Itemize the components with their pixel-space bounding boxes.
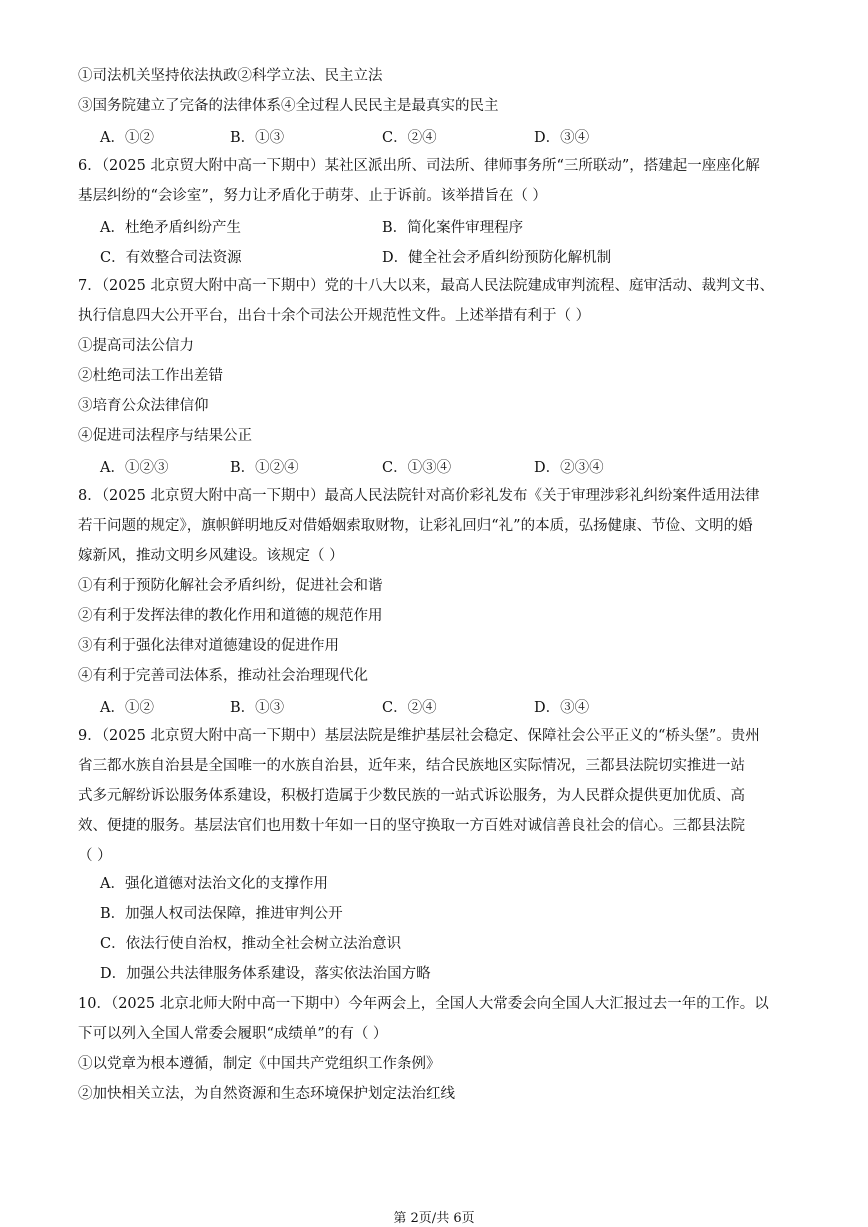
q6-stem-line-2: 基层纠纷的“会诊室”，努力让矛盾化于萌芽、止于诉前。该举措旨在（ ）	[78, 188, 547, 204]
q7-option-b: B．①②④	[230, 460, 299, 476]
q10-stem-line-1: 10．（2025 北京北师大附中高一下期中）今年两会上，全国人大常委会向全国人大汇报过去一年的工作。以	[78, 996, 769, 1012]
q7-statement-3: ③培育公众法律信仰	[78, 398, 209, 414]
q9-option-d: D．加强公共法律服务体系建设，落实依法治国方略	[100, 966, 431, 982]
q7-option-a: A．①②③	[100, 460, 169, 476]
q7-options	[78, 456, 798, 476]
q8-stem-line-3: 嫁新风，推动文明乡风建设。该规定（ ）	[78, 548, 344, 564]
q8-option-b: B．①③	[230, 700, 285, 716]
q6-option-b: B．简化案件审理程序	[382, 220, 524, 236]
q5-statement-1-2: ①司法机关坚持依法执政②科学立法、民主立法	[78, 68, 383, 84]
q8-stem-line-1: 8．（2025 北京贸大附中高一下期中）最高人民法院针对高价彩礼发布《关于审理涉彩礼纠纷案件适用法律	[78, 488, 760, 504]
q10-statement-1: ①以党章为根本遵循，制定《中国共产党组织工作条例》	[78, 1056, 441, 1072]
q5-statement-3-4: ③国务院建立了完备的法律体系④全过程人民民主是最真实的民主	[78, 98, 499, 114]
q5-option-a: A．①②	[100, 130, 154, 146]
q6-option-a: A．杜绝矛盾纠纷产生	[100, 220, 241, 236]
q7-statement-1: ①提高司法公信力	[78, 338, 194, 354]
q7-statement-4: ④促进司法程序与结果公正	[78, 428, 252, 444]
q6-option-d: D．健全社会矛盾纠纷预防化解机制	[382, 250, 612, 266]
q5-option-c: C．②④	[382, 130, 437, 146]
q9-stem-line-1: 9．（2025 北京贸大附中高一下期中）基层法院是维护基层社会稳定、保障社会公平正义的“桥头堡”。贵州	[78, 728, 760, 744]
q8-option-d: D．③④	[534, 700, 590, 716]
q7-option-c: C．①③④	[382, 460, 452, 476]
q8-statement-2: ②有利于发挥法律的教化作用和道德的规范作用	[78, 608, 383, 624]
q7-option-d: D．②③④	[534, 460, 604, 476]
q9-option-c: C．依法行使自治权，推动全社会树立法治意识	[100, 936, 402, 952]
q6-options-ab	[78, 216, 798, 236]
q9-stem-line-4: 效、便捷的服务。基层法官们也用数十年如一日的坚守换取一方百姓对诚信善良社会的信心。三都县法院	[78, 818, 745, 834]
q9-option-a: A．强化道德对法治文化的支撑作用	[100, 876, 328, 892]
q5-option-b: B．①③	[230, 130, 285, 146]
q5-options	[78, 126, 798, 146]
q10-stem-line-2: 下可以列入全国人常委会履职“成绩单”的有（ ）	[78, 1026, 388, 1042]
q8-stem-line-2: 若干问题的规定》，旗帜鲜明地反对借婚姻索取财物，让彩礼回归“礼”的本质，弘扬健康、节俭、文明的婚	[78, 518, 753, 534]
q8-options	[78, 696, 798, 716]
q8-option-c: C．②④	[382, 700, 437, 716]
q9-stem-line-2: 省三都水族自治县是全国唯一的水族自治县，近年来，结合民族地区实际情况，三都县法院切实推进一站	[78, 758, 745, 774]
page-number-footer: 第 2页/共 6页	[393, 1211, 475, 1226]
q9-option-b: B．加强人权司法保障，推进审判公开	[100, 906, 343, 922]
q6-option-c: C．有效整合司法资源	[100, 250, 242, 266]
q7-statement-2: ②杜绝司法工作出差错	[78, 368, 223, 384]
q9-stem-line-5: （ ）	[78, 848, 112, 864]
q6-stem-line-1: 6．（2025 北京贸大附中高一下期中）某社区派出所、司法所、律师事务所“三所联动”，搭建起一座座化解	[78, 158, 760, 174]
q10-statement-2: ②加快相关立法，为自然资源和生态环境保护划定法治红线	[78, 1086, 455, 1102]
q8-statement-3: ③有利于强化法律对道德建设的促进作用	[78, 638, 339, 654]
q8-statement-1: ①有利于预防化解社会矛盾纠纷，促进社会和谐	[78, 578, 383, 594]
q8-option-a: A．①②	[100, 700, 154, 716]
q8-statement-4: ④有利于完善司法体系，推动社会治理现代化	[78, 668, 368, 684]
q6-options-cd	[78, 246, 798, 266]
q9-stem-line-3: 式多元解纷诉讼服务体系建设，积极打造属于少数民族的一站式诉讼服务，为人民群众提供更加优质、高	[78, 788, 745, 804]
q7-stem-line-1: 7．（2025 北京贸大附中高一下期中）党的十八大以来，最高人民法院建成审判流程、庭审活动、裁判文书、	[78, 278, 774, 294]
q7-stem-line-2: 执行信息四大公开平台，出台十余个司法公开规范性文件。上述举措有利于（ ）	[78, 308, 591, 324]
q5-option-d: D．③④	[534, 130, 590, 146]
